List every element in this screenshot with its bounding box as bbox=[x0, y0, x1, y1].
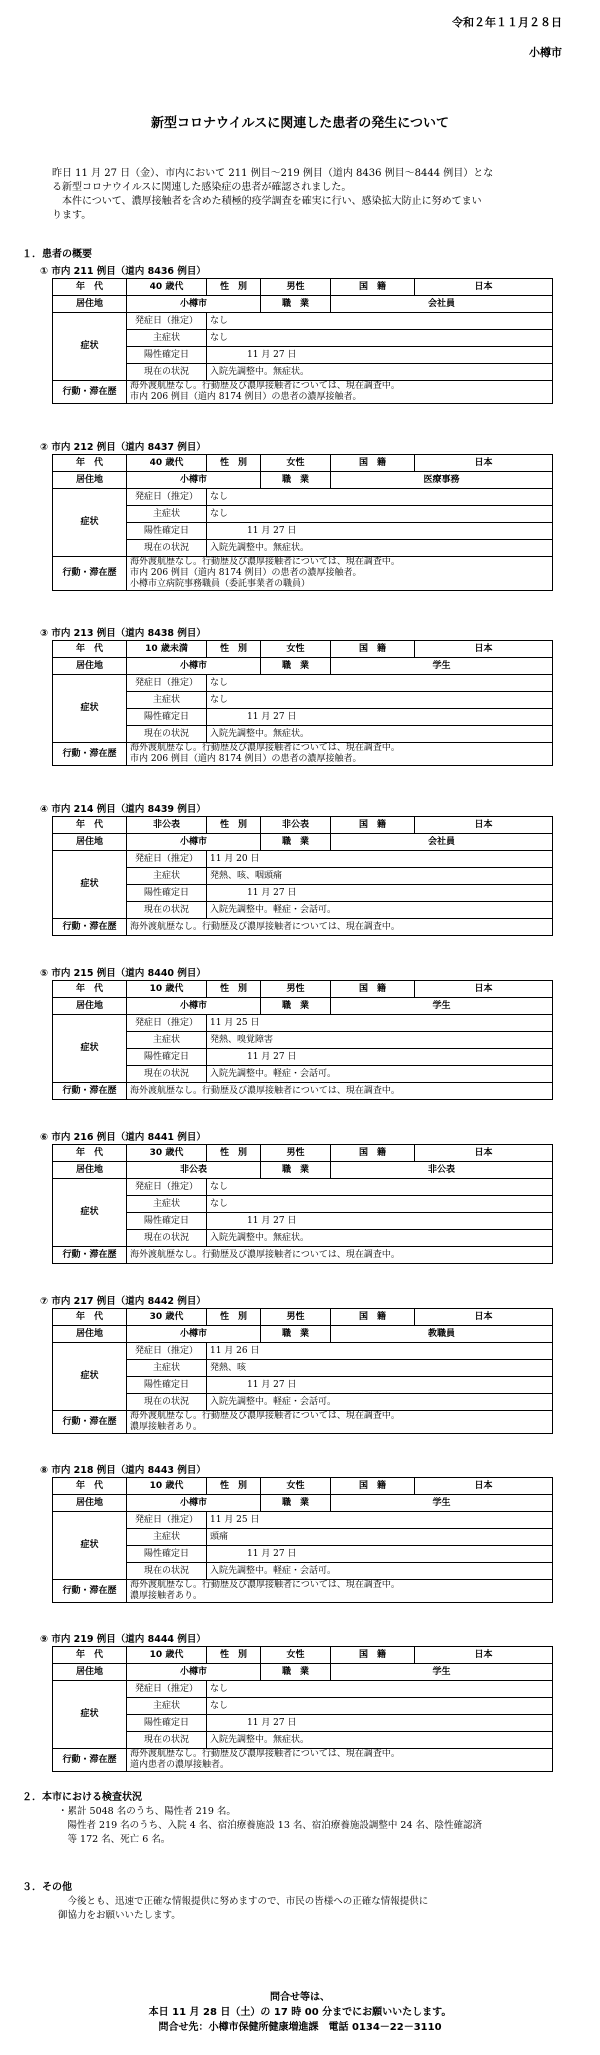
nationality-label: 国 籍 bbox=[331, 641, 415, 658]
onset-value: 11 月 25 日 bbox=[207, 1512, 553, 1529]
sex-label: 性 別 bbox=[207, 279, 261, 296]
positive-date-value: 11 月 27 日 bbox=[207, 523, 553, 540]
history-label: 行動・滞在歴 bbox=[53, 1580, 127, 1603]
contact-line: 本日 11 月 28 日（土）の 17 時 00 分までにお願いいたします。 bbox=[148, 2007, 452, 2018]
onset-value: なし bbox=[207, 489, 553, 506]
sex-value: 非公表 bbox=[261, 817, 331, 834]
history-label: 行動・滞在歴 bbox=[53, 557, 127, 591]
nationality-value: 日本 bbox=[415, 817, 553, 834]
residence-label: 居住地 bbox=[53, 998, 127, 1015]
onset-label: 発症日（推定） bbox=[127, 1179, 207, 1196]
age-value: 40 歳代 bbox=[127, 279, 207, 296]
intro-line: る新型コロナウイルスに関連した感染症の患者が確認されました。 bbox=[52, 182, 352, 193]
positive-date-value: 11 月 27 日 bbox=[207, 709, 553, 726]
occupation-value: 医療事務 bbox=[331, 472, 553, 489]
positive-date-value: 11 月 27 日 bbox=[207, 1715, 553, 1732]
nationality-value: 日本 bbox=[415, 455, 553, 472]
history-line: 海外渡航歴なし。行動歴及び濃厚接触者については、現在調査中。 bbox=[130, 1249, 400, 1260]
sex-label: 性 別 bbox=[207, 1478, 261, 1495]
case-heading: ① 市内 211 例目（道内 8436 例目） bbox=[40, 266, 206, 277]
main-symptoms-value: 発熱、咳、咽頭痛 bbox=[207, 868, 553, 885]
sex-value: 男性 bbox=[261, 1309, 331, 1326]
history-label: 行動・滞在歴 bbox=[53, 381, 127, 404]
positive-date-label: 陽性確定日 bbox=[127, 1049, 207, 1066]
main-symptoms-value: 発熱、嗅覚障害 bbox=[207, 1032, 553, 1049]
residence-label: 居住地 bbox=[53, 296, 127, 313]
case-heading: ⑨ 市内 219 例目（道内 8444 例目） bbox=[40, 1634, 206, 1645]
age-label: 年 代 bbox=[53, 455, 127, 472]
history-line: 市内 206 例目（道内 8174 例目）の患者の濃厚接触者。 bbox=[130, 392, 362, 402]
occupation-label: 職 業 bbox=[261, 658, 331, 675]
history-line: 海外渡航歴なし。行動歴及び濃厚接触者については、現在調査中。 bbox=[130, 557, 400, 567]
occupation-label: 職 業 bbox=[261, 1162, 331, 1179]
status-label: 現在の状況 bbox=[127, 1732, 207, 1749]
status-label: 現在の状況 bbox=[127, 1394, 207, 1411]
nationality-label: 国 籍 bbox=[331, 817, 415, 834]
status-label: 現在の状況 bbox=[127, 364, 207, 381]
sex-label: 性 別 bbox=[207, 817, 261, 834]
nationality-value: 日本 bbox=[415, 1145, 553, 1162]
residence-value: 小樽市 bbox=[127, 834, 261, 851]
residence-value: 小樽市 bbox=[127, 658, 261, 675]
positive-date-value: 11 月 27 日 bbox=[207, 1546, 553, 1563]
status-value: 入院先調整中。無症状。 bbox=[207, 364, 553, 381]
history-line: 濃厚接触者あり。 bbox=[130, 1591, 203, 1601]
contact-line: 問合せ先：小樽市保健所健康増進課 電話 0134－22－3110 bbox=[158, 2022, 442, 2033]
history-line: 海外渡航歴なし。行動歴及び濃厚接触者については、現在調査中。 bbox=[130, 1411, 400, 1421]
occupation-value: 学生 bbox=[331, 998, 553, 1015]
onset-label: 発症日（推定） bbox=[127, 1343, 207, 1360]
history-line: 濃厚接触者あり。 bbox=[130, 1422, 203, 1432]
history-label: 行動・滞在歴 bbox=[53, 1247, 127, 1264]
main-symptoms-label: 主症状 bbox=[127, 1698, 207, 1715]
case-table bbox=[52, 640, 553, 766]
history-label: 行動・滞在歴 bbox=[53, 1749, 127, 1772]
symptoms-label: 症状 bbox=[53, 1512, 127, 1580]
status-value: 入院先調整中。軽症・会話可。 bbox=[207, 1563, 553, 1580]
occupation-value: 会社員 bbox=[331, 834, 553, 851]
residence-value: 非公表 bbox=[127, 1162, 261, 1179]
positive-date-value: 11 月 27 日 bbox=[207, 885, 553, 902]
case-heading: ⑥ 市内 216 例目（道内 8441 例目） bbox=[40, 1132, 206, 1143]
status-value: 入院先調整中。軽症・会話可。 bbox=[207, 1066, 553, 1083]
nationality-value: 日本 bbox=[415, 641, 553, 658]
history-value bbox=[127, 557, 553, 591]
residence-label: 居住地 bbox=[53, 1326, 127, 1343]
nationality-label: 国 籍 bbox=[331, 1647, 415, 1664]
case-heading: ④ 市内 214 例目（道内 8439 例目） bbox=[40, 804, 206, 815]
section3-line: 今後とも、迅速で正確な情報提供に努めますので、市民の皆様への正確な情報提供に bbox=[58, 1896, 429, 1907]
nationality-label: 国 籍 bbox=[331, 981, 415, 998]
main-symptoms-value: 頭痛 bbox=[207, 1529, 553, 1546]
section3-title: ３．その他 bbox=[22, 1882, 72, 1893]
residence-value: 小樽市 bbox=[127, 998, 261, 1015]
sex-label: 性 別 bbox=[207, 1309, 261, 1326]
onset-label: 発症日（推定） bbox=[127, 1681, 207, 1698]
history-label: 行動・滞在歴 bbox=[53, 1411, 127, 1434]
intro-text bbox=[52, 167, 562, 223]
main-symptoms-label: 主症状 bbox=[127, 506, 207, 523]
sex-value: 女性 bbox=[261, 455, 331, 472]
occupation-label: 職 業 bbox=[261, 296, 331, 313]
positive-date-value: 11 月 27 日 bbox=[207, 1213, 553, 1230]
status-label: 現在の状況 bbox=[127, 902, 207, 919]
positive-date-value: 11 月 27 日 bbox=[207, 1049, 553, 1066]
sex-label: 性 別 bbox=[207, 1145, 261, 1162]
residence-value: 小樽市 bbox=[127, 1495, 261, 1512]
history-label: 行動・滞在歴 bbox=[53, 743, 127, 766]
onset-value: なし bbox=[207, 1681, 553, 1698]
nationality-label: 国 籍 bbox=[331, 1145, 415, 1162]
case-heading: ② 市内 212 例目（道内 8437 例目） bbox=[40, 442, 206, 453]
residence-label: 居住地 bbox=[53, 472, 127, 489]
status-value: 入院先調整中。軽症・会話可。 bbox=[207, 902, 553, 919]
main-symptoms-value: なし bbox=[207, 330, 553, 347]
residence-label: 居住地 bbox=[53, 834, 127, 851]
history-line: 海外渡航歴なし。行動歴及び濃厚接触者については、現在調査中。 bbox=[130, 921, 400, 932]
status-label: 現在の状況 bbox=[127, 1563, 207, 1580]
status-value: 入院先調整中。無症状。 bbox=[207, 1732, 553, 1749]
main-symptoms-label: 主症状 bbox=[127, 692, 207, 709]
case-table bbox=[52, 1308, 553, 1434]
sex-value: 女性 bbox=[261, 1647, 331, 1664]
age-value: 40 歳代 bbox=[127, 455, 207, 472]
symptoms-label: 症状 bbox=[53, 489, 127, 557]
age-value: 10 歳代 bbox=[127, 981, 207, 998]
history-value bbox=[127, 1247, 553, 1264]
main-symptoms-label: 主症状 bbox=[127, 330, 207, 347]
positive-date-label: 陽性確定日 bbox=[127, 523, 207, 540]
age-label: 年 代 bbox=[53, 981, 127, 998]
contact-line: 問合せ等は、 bbox=[270, 1992, 330, 2003]
occupation-value: 学生 bbox=[331, 1495, 553, 1512]
page-title: 新型コロナウイルスに関連した患者の発生について bbox=[151, 116, 449, 131]
case-table bbox=[52, 1144, 553, 1264]
age-value: 非公表 bbox=[127, 817, 207, 834]
occupation-value: 学生 bbox=[331, 658, 553, 675]
onset-label: 発症日（推定） bbox=[127, 489, 207, 506]
section2-title: ２．本市における検査状況 bbox=[22, 1792, 142, 1803]
symptoms-label: 症状 bbox=[53, 313, 127, 381]
section2-line: ・累計 5048 名のうち、陽性者 219 名。 bbox=[58, 1806, 236, 1817]
occupation-value: 会社員 bbox=[331, 296, 553, 313]
positive-date-label: 陽性確定日 bbox=[127, 709, 207, 726]
onset-value: 11 月 26 日 bbox=[207, 1343, 553, 1360]
history-value bbox=[127, 1083, 553, 1100]
case-heading: ⑤ 市内 215 例目（道内 8440 例目） bbox=[40, 968, 206, 979]
sex-value: 男性 bbox=[261, 1145, 331, 1162]
main-symptoms-label: 主症状 bbox=[127, 1529, 207, 1546]
sex-label: 性 別 bbox=[207, 981, 261, 998]
onset-label: 発症日（推定） bbox=[127, 1512, 207, 1529]
sex-label: 性 別 bbox=[207, 1647, 261, 1664]
occupation-label: 職 業 bbox=[261, 1495, 331, 1512]
history-line: 道内患者の濃厚接触者。 bbox=[130, 1760, 230, 1770]
section3-line: 御協力をお願いいたします。 bbox=[58, 1910, 181, 1921]
occupation-label: 職 業 bbox=[261, 998, 331, 1015]
onset-value: 11 月 25 日 bbox=[207, 1015, 553, 1032]
occupation-value: 教職員 bbox=[331, 1326, 553, 1343]
nationality-value: 日本 bbox=[415, 1309, 553, 1326]
positive-date-label: 陽性確定日 bbox=[127, 1715, 207, 1732]
section3-body bbox=[58, 1895, 558, 1923]
age-label: 年 代 bbox=[53, 817, 127, 834]
nationality-value: 日本 bbox=[415, 981, 553, 998]
sex-value: 男性 bbox=[261, 279, 331, 296]
nationality-value: 日本 bbox=[415, 1478, 553, 1495]
residence-value: 小樽市 bbox=[127, 1664, 261, 1681]
history-value bbox=[127, 919, 553, 936]
case-table bbox=[52, 980, 553, 1100]
history-line: 海外渡航歴なし。行動歴及び濃厚接触者については、現在調査中。 bbox=[130, 1085, 400, 1096]
onset-value: 11 月 20 日 bbox=[207, 851, 553, 868]
status-value: 入院先調整中。軽症・会話可。 bbox=[207, 1394, 553, 1411]
residence-label: 居住地 bbox=[53, 1162, 127, 1179]
status-label: 現在の状況 bbox=[127, 726, 207, 743]
age-label: 年 代 bbox=[53, 1145, 127, 1162]
age-value: 10 歳代 bbox=[127, 1478, 207, 1495]
history-line: 海外渡航歴なし。行動歴及び濃厚接触者については、現在調査中。 bbox=[130, 1749, 400, 1759]
case-table bbox=[52, 816, 553, 936]
nationality-value: 日本 bbox=[415, 279, 553, 296]
main-symptoms-label: 主症状 bbox=[127, 1196, 207, 1213]
occupation-label: 職 業 bbox=[261, 1664, 331, 1681]
symptoms-label: 症状 bbox=[53, 1015, 127, 1083]
main-symptoms-label: 主症状 bbox=[127, 1032, 207, 1049]
age-label: 年 代 bbox=[53, 641, 127, 658]
symptoms-label: 症状 bbox=[53, 1179, 127, 1247]
residence-label: 居住地 bbox=[53, 1664, 127, 1681]
intro-line: 昨日 11 月 27 日（金）、市内において 211 例目～219 例目（道内 8436 例目～8444 例目）とな bbox=[52, 168, 494, 179]
symptoms-label: 症状 bbox=[53, 675, 127, 743]
history-line: 市内 206 例目（道内 8174 例目）の患者の濃厚接触者。 bbox=[130, 568, 362, 578]
age-label: 年 代 bbox=[53, 279, 127, 296]
residence-label: 居住地 bbox=[53, 1495, 127, 1512]
history-label: 行動・滞在歴 bbox=[53, 1083, 127, 1100]
onset-label: 発症日（推定） bbox=[127, 313, 207, 330]
age-label: 年 代 bbox=[53, 1647, 127, 1664]
case-heading: ⑦ 市内 217 例目（道内 8442 例目） bbox=[40, 1296, 206, 1307]
nationality-label: 国 籍 bbox=[331, 279, 415, 296]
history-line: 海外渡航歴なし。行動歴及び濃厚接触者については、現在調査中。 bbox=[130, 1580, 400, 1590]
onset-label: 発症日（推定） bbox=[127, 1015, 207, 1032]
occupation-value: 学生 bbox=[331, 1664, 553, 1681]
positive-date-label: 陽性確定日 bbox=[127, 1377, 207, 1394]
occupation-label: 職 業 bbox=[261, 834, 331, 851]
city-label: 小樽市 bbox=[529, 46, 562, 59]
contact-info bbox=[0, 1990, 600, 2035]
history-value bbox=[127, 1580, 553, 1603]
symptoms-label: 症状 bbox=[53, 1681, 127, 1749]
case-table bbox=[52, 1646, 553, 1772]
history-line: 小樽市立病院事務職員（委託事業者の職員） bbox=[130, 579, 311, 589]
nationality-label: 国 籍 bbox=[331, 1478, 415, 1495]
main-symptoms-label: 主症状 bbox=[127, 1360, 207, 1377]
main-symptoms-value: なし bbox=[207, 692, 553, 709]
positive-date-label: 陽性確定日 bbox=[127, 1546, 207, 1563]
sex-value: 男性 bbox=[261, 981, 331, 998]
status-value: 入院先調整中。無症状。 bbox=[207, 726, 553, 743]
status-label: 現在の状況 bbox=[127, 1230, 207, 1247]
case-table bbox=[52, 454, 553, 591]
age-value: 10 歳代 bbox=[127, 1647, 207, 1664]
history-line: 海外渡航歴なし。行動歴及び濃厚接触者については、現在調査中。 bbox=[130, 743, 400, 753]
history-value bbox=[127, 1749, 553, 1772]
age-value: 30 歳代 bbox=[127, 1309, 207, 1326]
residence-value: 小樽市 bbox=[127, 296, 261, 313]
main-symptoms-value: なし bbox=[207, 1698, 553, 1715]
positive-date-label: 陽性確定日 bbox=[127, 1213, 207, 1230]
positive-date-value: 11 月 27 日 bbox=[207, 347, 553, 364]
history-value bbox=[127, 381, 553, 404]
nationality-label: 国 籍 bbox=[331, 455, 415, 472]
age-label: 年 代 bbox=[53, 1478, 127, 1495]
date-label: 令和２年１１月２８日 bbox=[452, 16, 562, 29]
sex-label: 性 別 bbox=[207, 641, 261, 658]
status-value: 入院先調整中。無症状。 bbox=[207, 1230, 553, 1247]
onset-value: なし bbox=[207, 1179, 553, 1196]
status-value: 入院先調整中。無症状。 bbox=[207, 540, 553, 557]
sex-value: 女性 bbox=[261, 1478, 331, 1495]
onset-label: 発症日（推定） bbox=[127, 675, 207, 692]
occupation-value: 非公表 bbox=[331, 1162, 553, 1179]
history-value bbox=[127, 743, 553, 766]
case-heading: ⑧ 市内 218 例目（道内 8443 例目） bbox=[40, 1465, 206, 1476]
residence-value: 小樽市 bbox=[127, 472, 261, 489]
residence-value: 小樽市 bbox=[127, 1326, 261, 1343]
history-line: 海外渡航歴なし。行動歴及び濃厚接触者については、現在調査中。 bbox=[130, 381, 400, 391]
case-heading: ③ 市内 213 例目（道内 8438 例目） bbox=[40, 628, 206, 639]
onset-value: なし bbox=[207, 313, 553, 330]
history-label: 行動・滞在歴 bbox=[53, 919, 127, 936]
section1-title: １．患者の概要 bbox=[22, 249, 92, 260]
occupation-label: 職 業 bbox=[261, 1326, 331, 1343]
case-table bbox=[52, 278, 553, 404]
intro-line: 本件について、濃厚接触者を含めた積極的疫学調査を確実に行い、感染拡大防止に努めてまい bbox=[62, 196, 482, 207]
age-value: 10 歳未満 bbox=[127, 641, 207, 658]
main-symptoms-value: なし bbox=[207, 1196, 553, 1213]
onset-label: 発症日（推定） bbox=[127, 851, 207, 868]
main-symptoms-value: なし bbox=[207, 506, 553, 523]
intro-line: ります。 bbox=[52, 210, 92, 221]
onset-value: なし bbox=[207, 675, 553, 692]
age-value: 30 歳代 bbox=[127, 1145, 207, 1162]
positive-date-value: 11 月 27 日 bbox=[207, 1377, 553, 1394]
status-label: 現在の状況 bbox=[127, 1066, 207, 1083]
section2-line: 陽性者 219 名のうち、入院 4 名、宿泊療養施設 13 名、宿泊療養施設調整中 24 名、陰性確認済 bbox=[58, 1820, 483, 1831]
nationality-value: 日本 bbox=[415, 1647, 553, 1664]
sex-label: 性 別 bbox=[207, 455, 261, 472]
main-symptoms-value: 発熱、咳 bbox=[207, 1360, 553, 1377]
history-value bbox=[127, 1411, 553, 1434]
nationality-label: 国 籍 bbox=[331, 1309, 415, 1326]
sex-value: 女性 bbox=[261, 641, 331, 658]
main-symptoms-label: 主症状 bbox=[127, 868, 207, 885]
occupation-label: 職 業 bbox=[261, 472, 331, 489]
symptoms-label: 症状 bbox=[53, 1343, 127, 1411]
symptoms-label: 症状 bbox=[53, 851, 127, 919]
status-label: 現在の状況 bbox=[127, 540, 207, 557]
case-table bbox=[52, 1477, 553, 1603]
residence-label: 居住地 bbox=[53, 658, 127, 675]
positive-date-label: 陽性確定日 bbox=[127, 347, 207, 364]
positive-date-label: 陽性確定日 bbox=[127, 885, 207, 902]
age-label: 年 代 bbox=[53, 1309, 127, 1326]
section2-line: 等 172 名、死亡 6 名。 bbox=[58, 1834, 171, 1845]
history-line: 市内 206 例目（道内 8174 例目）の患者の濃厚接触者。 bbox=[130, 754, 362, 764]
section2-body bbox=[58, 1805, 558, 1847]
